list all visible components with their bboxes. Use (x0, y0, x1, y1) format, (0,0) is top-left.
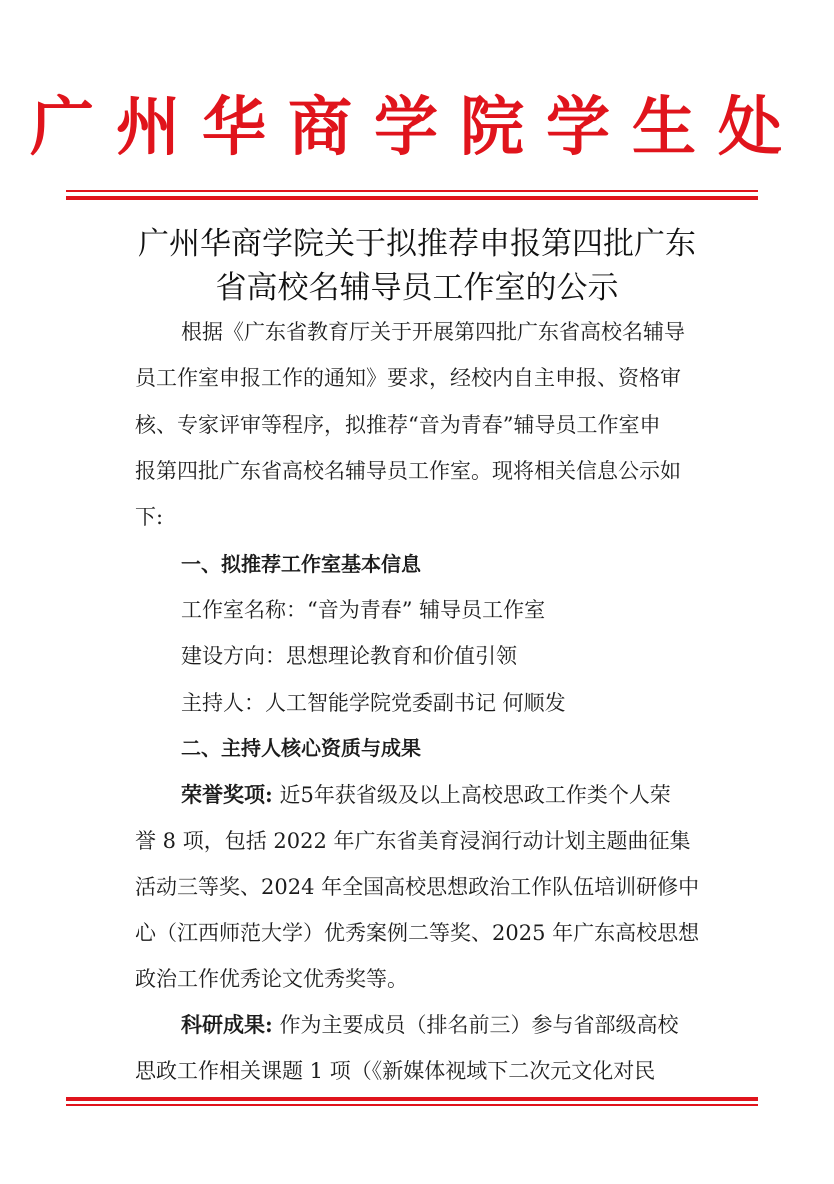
document-title-line-1: 广州华商学院关于拟推荐申报第四批广东 (138, 226, 696, 262)
intro-line-5: 下: (135, 505, 164, 529)
masthead-organization: 广州华商学院学生处 (30, 90, 804, 165)
research-line-1 (181, 1010, 678, 1040)
honors-line-2: 誉 8 项，包括 2022 年广东省美育浸润行动计划主题曲征集 (135, 829, 691, 853)
section1-item-direction: 建设方向：思想理论教育和价值引领 (181, 644, 517, 668)
section1-heading: 一、拟推荐工作室基本信息 (181, 552, 421, 576)
header-divider-thin (66, 190, 758, 192)
honors-line-5: 政治工作优秀论文优秀奖等。 (135, 967, 408, 991)
honors-line-4: 心（江西师范大学）优秀案例二等奖、2025 年广东高校思想 (135, 921, 700, 945)
honors-line-3: 活动三等奖、2024 年全国高校思想政治工作队伍培训研修中 (135, 875, 700, 899)
intro-line-1: 根据《广东省教育厅关于开展第四批广东省高校名辅导 (181, 320, 685, 344)
section2-heading: 二、主持人核心资质与成果 (181, 736, 421, 760)
footer-divider-thin (66, 1104, 758, 1106)
research-line-2: 思政工作相关课题 1 项（《新媒体视域下二次元文化对民 (135, 1059, 656, 1083)
research-label: 科研成果: (181, 1012, 273, 1037)
honors-line-1 (181, 780, 671, 810)
intro-line-2: 员工作室申报工作的通知》要求，经校内自主申报、资格审 (135, 366, 681, 390)
footer-divider-thick (66, 1097, 758, 1101)
section1-item-studio-name: 工作室名称：“音为青春” 辅导员工作室 (181, 598, 546, 622)
research-text: 作为主要成员（排名前三）参与省部级高校 (279, 1013, 679, 1037)
intro-line-4: 报第四批广东省高校名辅导员工作室。现将相关信息公示如 (135, 459, 681, 483)
intro-line-3: 核、专家评审等程序，拟推荐“音为青春”辅导员工作室申 (135, 413, 661, 437)
document-title-line-2: 省高校名辅导员工作室的公示 (215, 270, 619, 306)
honors-text: 近5年获省级及以上高校思政工作类个人荣 (279, 783, 671, 807)
section1-item-host: 主持人：人工智能学院党委副书记 何顺发 (181, 691, 566, 715)
header-divider-thick (66, 196, 758, 200)
honors-label: 荣誉奖项: (181, 782, 273, 807)
